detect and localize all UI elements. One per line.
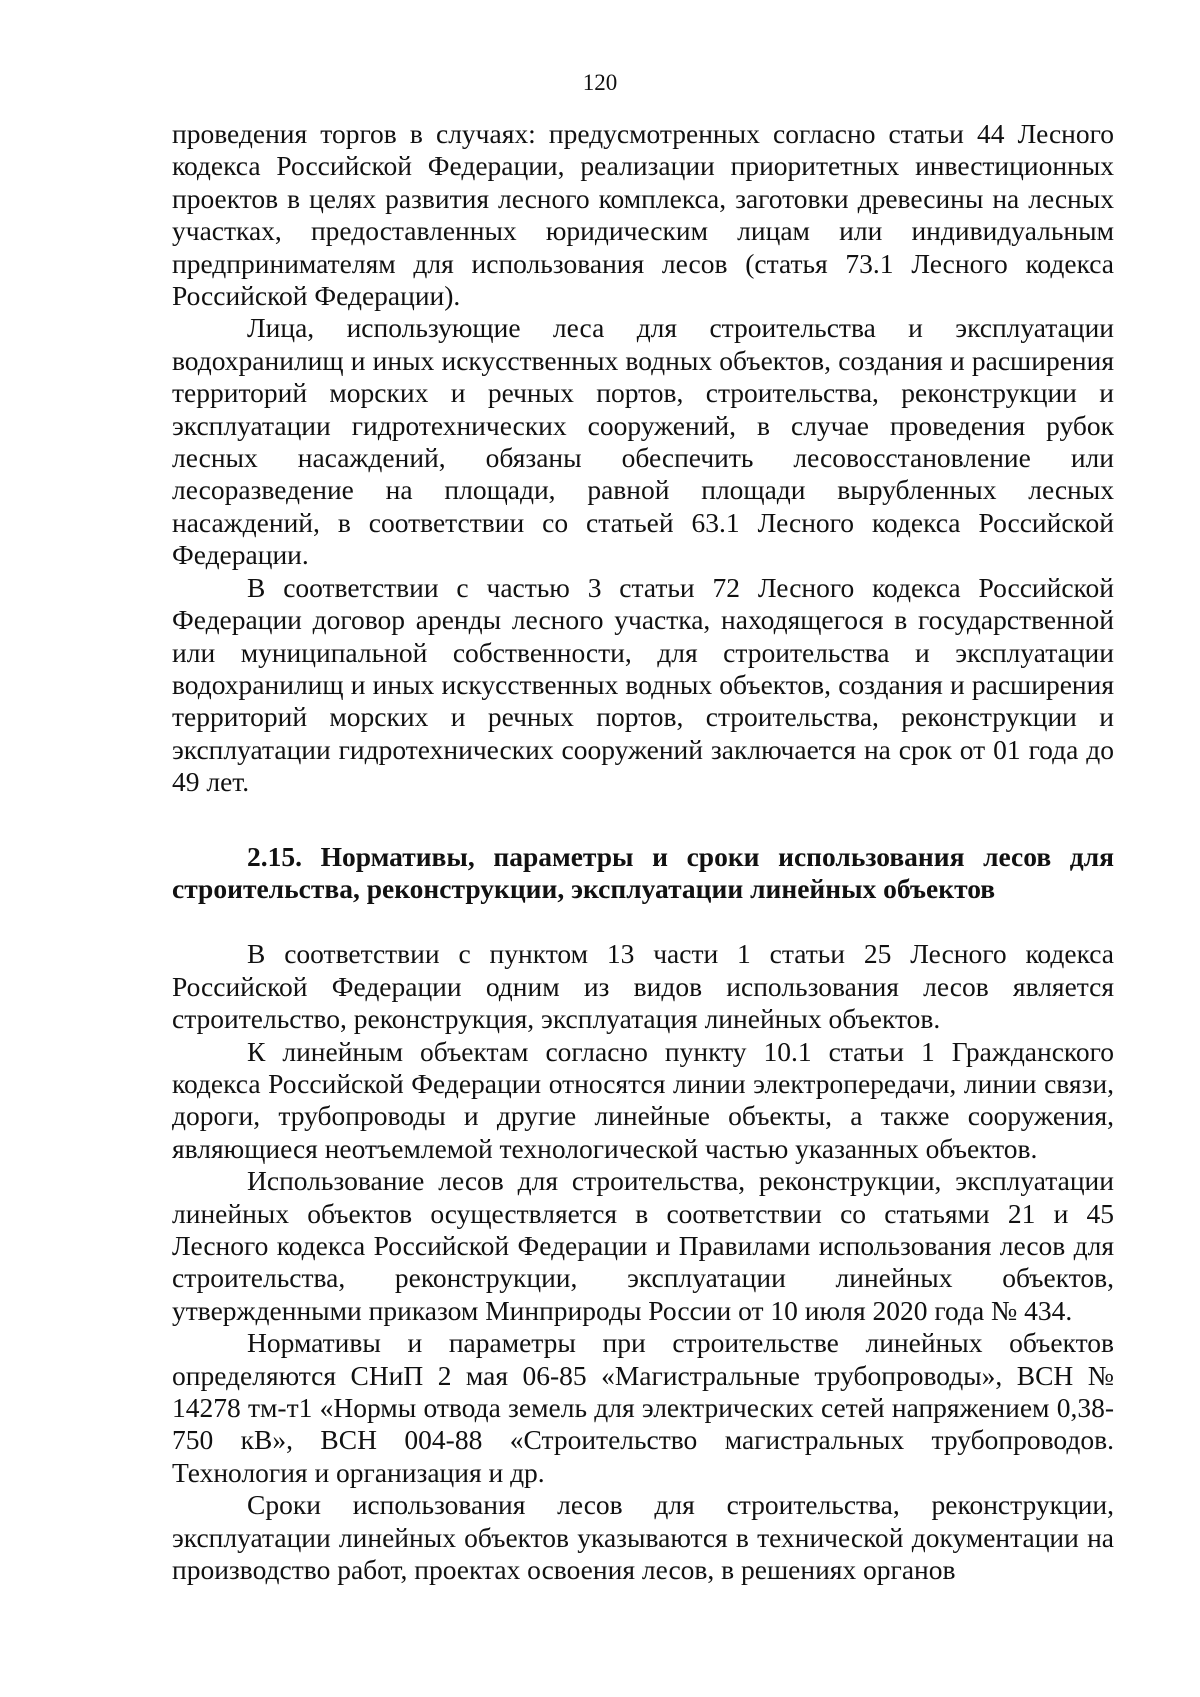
section-heading: 2.15. Нормативы, параметры и сроки использования лесов для строительства, реконструкции, эксплуатации линейных объектов: [172, 840, 1114, 904]
document-body: [172, 118, 1114, 1586]
spacer: [172, 905, 1114, 938]
paragraph: К линейным объектам согласно пункту 10.1 статьи 1 Гражданского кодекса Российской Федерации относятся линии электропередачи, линии связи, дороги, трубопроводы и другие линейные объекты, а также сооружения, являющиеся неотъемлемой технологической частью указанных объектов.: [172, 1035, 1114, 1164]
paragraph: Нормативы и параметры при строительстве линейных объектов определяются СНиП 2 мая 06-85 «Магистральные трубопроводы», ВСН № 14278 тм-т1 «Нормы отвода земель для электрических сетей напряжением 0,38-750 кВ», ВСН 004-88 «Строительство магистральных трубопроводов. Технология и организация и др.: [172, 1327, 1114, 1488]
paragraph: Сроки использования лесов для строительства, реконструкции, эксплуатации линейных объектов указываются в технической документации на производство работ, проектах освоения лесов, в решениях органов: [172, 1489, 1114, 1586]
paragraph: В соответствии с пунктом 13 части 1 статьи 25 Лесного кодекса Российской Федерации одним из видов использования лесов является строительство, реконструкция, эксплуатация линейных объектов.: [172, 938, 1114, 1035]
paragraph: Лица, использующие леса для строительства и эксплуатации водохранилищ и иных искусственных водных объектов, создания и расширения территорий морских и речных портов, строительства, реконструкции и эксплуатации гидротехнических сооружений, в случае проведения рубок лесных насаждений, обязаны обеспечить лесовосстановление или лесоразведение на площади, равной площади вырубленных лесных насаждений, в соответствии со статьей 63.1 Лесного кодекса Российской Федерации.: [172, 312, 1114, 571]
paragraph: проведения торгов в случаях: предусмотренных согласно статьи 44 Лесного кодекса Российской Федерации, реализации приоритетных инвестиционных проектов в целях развития лесного комплекса, заготовки древесины на лесных участках, предоставленных юридическим лицам или индивидуальным предпринимателям для использования лесов (статья 73.1 Лесного кодекса Российской Федерации).: [172, 118, 1114, 312]
paragraph: В соответствии с частью 3 статьи 72 Лесного кодекса Российской Федерации договор аренды лесного участка, находящегося в государственной или муниципальной собственности, для строительства и эксплуатации водохранилищ и иных искусственных водных объектов, создания и расширения территорий морских и речных портов, строительства, реконструкции и эксплуатации гидротехнических сооружений заключается на срок от 01 года до 49 лет.: [172, 571, 1114, 798]
paragraph: Использование лесов для строительства, реконструкции, эксплуатации линейных объектов осуществляется в соответствии со статьями 21 и 45 Лесного кодекса Российской Федерации и Правилами использования лесов для строительства, реконструкции, эксплуатации линейных объектов, утвержденными приказом Минприроды России от 10 июля 2020 года № 434.: [172, 1165, 1114, 1326]
page-number: 120: [582, 70, 618, 95]
